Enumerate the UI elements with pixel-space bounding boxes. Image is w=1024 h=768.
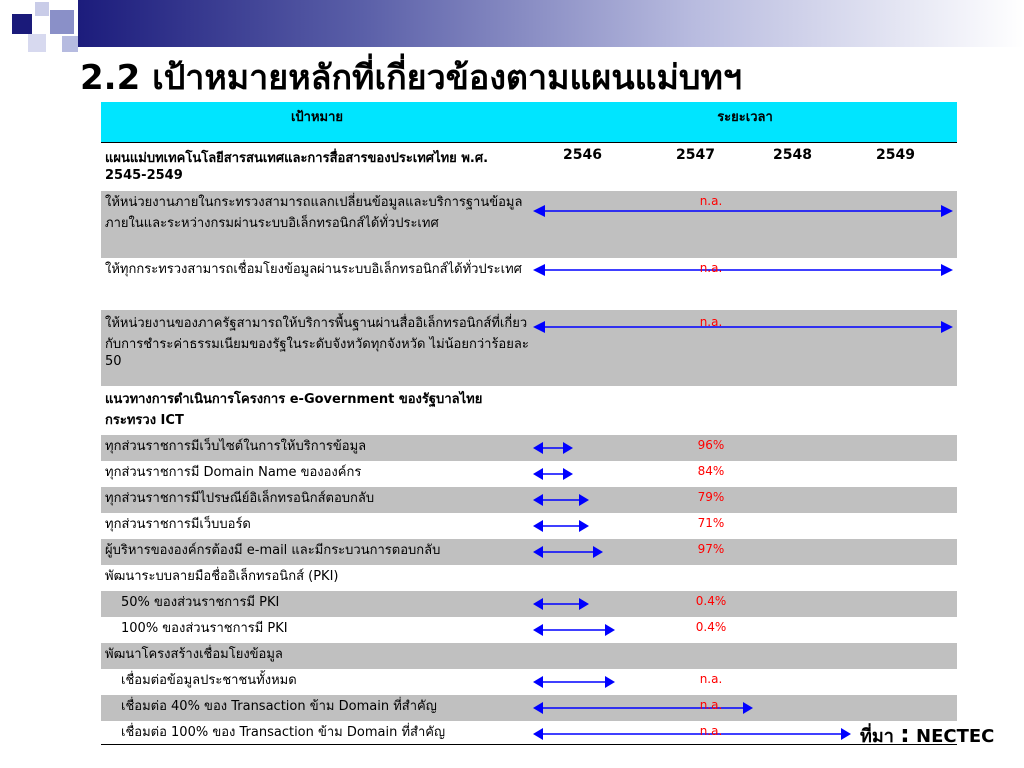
row-value: n.a. [699,697,723,712]
row-value: n.a. [699,193,723,208]
row-value: 79% [697,489,725,504]
source-colon: : [900,720,910,748]
header-period: ระยะเวลา [533,102,957,143]
row-value: 71% [697,515,725,530]
source-note [860,720,994,750]
row-label: พัฒนาระบบลายมือชื่ออิเล็กทรอนิกส์ (PKI) [101,565,533,591]
table-header-row [101,102,957,143]
row-value: n.a. [699,260,723,275]
table-row [101,487,957,513]
row-label: 100% ของส่วนราชการมี PKI [101,617,533,643]
title-gradient-bar [78,0,1024,47]
timeline-cell [533,191,957,258]
row-value: n.a. [699,723,723,738]
row-label: ให้ทุกกระทรวงสามารถเชื่อมโยงข้อมูลผ่านระบบอิเล็กทรอนิกส์ได้ทั่วประเทศ [101,258,533,310]
decor-square [50,10,74,34]
row-label: ทุกส่วนราชการมีเว็บบอร์ด [101,513,533,539]
table-row [101,461,957,487]
decor-square [35,2,49,16]
timeline-cell [533,539,957,565]
header-goal: เป้าหมาย [101,102,533,143]
table-row [101,617,957,643]
row-label: ให้หน่วยงานภายในกระทรวงสามารถแลกเปลี่ยนข้อมูลและบริการฐานข้อมูลภายในและระหว่างกรมผ่านระบบอิเล็กทรอนิกส์ได้ทั่วประเทศ [101,191,533,258]
row-value: 84% [697,463,725,478]
decor-square [28,34,46,52]
timeline-cell [533,669,957,695]
table-row [101,591,957,617]
goals-table [101,102,957,747]
table-row [101,191,957,258]
year-label: 2546 [563,147,602,163]
table-row [101,513,957,539]
year-label: 2547 [676,147,715,163]
section-row [101,386,957,435]
source-org: NECTEC [916,726,995,747]
section-plan-label: แผนแม่บทเทคโนโลยีสารสนเทศและการสื่อสารของประเทศไทย พ.ศ. 2545-2549 [101,143,533,191]
year-label: 2548 [773,147,812,163]
table-row [101,258,957,310]
decor-square [12,14,32,34]
row-label: 50% ของส่วนราชการมี PKI [101,591,533,617]
row-label: พัฒนาโครงสร้างเชื่อมโยงข้อมูล [101,643,533,669]
timeline-cell [533,591,957,617]
row-value: 97% [697,541,725,556]
table-row [101,721,957,747]
timeline-cell [533,258,957,310]
decor-square [62,36,78,52]
timeline-cell [533,513,957,539]
source-label: ที่มา [860,726,894,747]
timeline-cell [533,435,957,461]
table-row [101,310,957,386]
row-value: 96% [697,437,725,452]
row-label: ให้หน่วยงานของภาครัฐสามารถให้บริการพื้นฐานผ่านสื่ออิเล็กทรอนิกส์ที่เกี่ยวกับการชำระค่าธรรมเนียมของรัฐในระดับจังหวัดทุกจังหวัด ไม่น้อยกว่าร้อยละ 50 [101,310,533,386]
table-row [101,435,957,461]
row-value: n.a. [699,671,723,686]
timeline-cell [533,695,957,721]
row-label: ทุกส่วนราชการมีไปรษณีย์อิเล็กทรอนิกส์ตอบกลับ [101,487,533,513]
table-row [101,565,957,591]
row-label: เชื่อมต่อ 100% ของ Transaction ข้าม Domain ที่สำคัญ [101,721,533,747]
section-egov-label: แนวทางการดำเนินการโครงการ e-Government ของรัฐบาลไทย กระทรวง ICT [101,386,533,435]
slide-title: 2.2 เป้าหมายหลักที่เกี่ยวข้องตามแผนแม่บทฯ [80,58,743,98]
row-label: เชื่อมต่อข้อมูลประชาชนทั้งหมด [101,669,533,695]
years-cell [533,143,957,191]
section-row [101,143,957,191]
row-label: ทุกส่วนราชการมี Domain Name ขององค์กร [101,461,533,487]
row-label: ทุกส่วนราชการมีเว็บไซต์ในการให้บริการข้อมูล [101,435,533,461]
row-value: 0.4% [695,593,727,608]
timeline-cell [533,310,957,386]
row-label: เชื่อมต่อ 40% ของ Transaction ข้าม Domain ที่สำคัญ [101,695,533,721]
table-row [101,695,957,721]
row-value: 0.4% [695,619,727,634]
row-value: n.a. [699,314,723,329]
table-bottom-rule [101,744,957,745]
table-row [101,539,957,565]
year-label: 2549 [876,147,915,163]
timeline-cell [533,487,957,513]
timeline-cell [533,617,957,643]
timeline-cell [533,461,957,487]
table-row [101,643,957,669]
table-row [101,669,957,695]
row-label: ผู้บริหารขององค์กรต้องมี e-mail และมีกระบวนการตอบกลับ [101,539,533,565]
